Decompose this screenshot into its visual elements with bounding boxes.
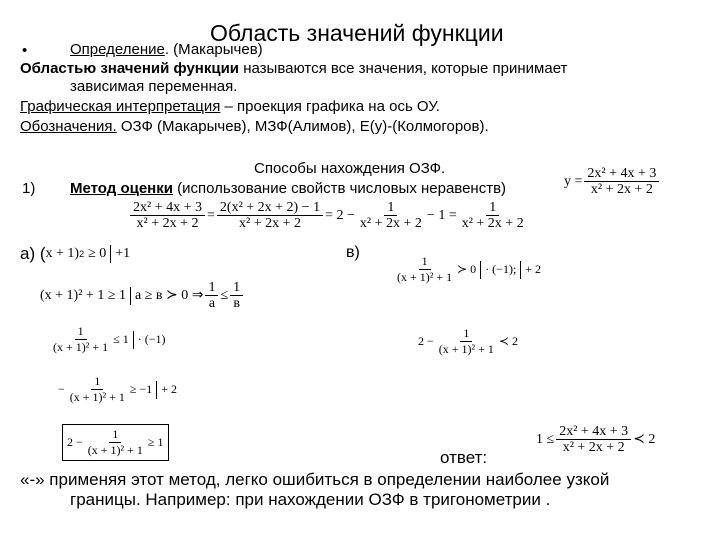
fraction-numerator: 2x² + 4x + 3 [556,424,631,440]
fraction-denominator: x² + 2x + 2 [359,216,422,231]
fraction-numerator: 2x² + 4x + 3 [584,166,659,182]
vertical-bar [156,381,157,399]
frac-reciprocal [67,374,128,405]
answer-formula [536,424,655,455]
case-a-plus1: +1 [115,246,131,261]
fraction-denominator: x² + 2x + 2 [562,440,625,455]
ge-neg1: ≥ −1 [129,382,153,396]
fraction-numerator: 1 [419,254,431,270]
y-equals: y = [564,173,583,189]
two-minus: 2 − [67,435,83,449]
transformation-formula [128,200,529,231]
case-a-result-box [62,424,169,461]
mult-neg1: · (−1) [137,332,166,346]
lt2: ≺ 2 [498,334,518,348]
minus-sign: − [58,382,65,396]
frac-reciprocal [50,324,111,355]
fraction-denominator: (x + 1)² + 1 [69,390,125,404]
fraction-numerator: 1 [384,200,397,216]
definition-label: Определение [70,41,165,58]
step2-expr: (x + 1)² + 1 ≥ 1 [40,287,126,303]
case-b-label: в) [346,244,360,261]
case-a-ge0: ≥ 0 [88,246,107,261]
fraction-denominator: x² + 2x + 2 [590,182,653,197]
case-a-expr: x + 1) [45,246,80,261]
fraction-denominator: (x + 1)² + 1 [438,342,494,356]
fraction-numerator: 1 [109,427,121,443]
method-description: (использование свойств числовых неравенств) [172,180,507,197]
fraction-denominator: x² + 2x + 2 [461,216,524,231]
ge1: ≥ 1 [147,435,164,449]
square-sup: 2 [79,249,85,259]
fraction-numerator: 1 [75,324,87,340]
plus2: + 2 [525,262,542,276]
fraction-numerator: 1 [230,280,243,296]
step2-rule: а ≥ в ≻ 0 ⇒ [135,288,204,303]
fraction-numerator: 1 [486,200,499,216]
method-line [70,180,506,197]
notation-label: Обозначения. [20,118,117,135]
vertical-bar [520,261,521,279]
fraction-denominator: x² + 2x + 2 [136,216,199,231]
definition-text [20,60,567,77]
gt0: ≻ 0 [457,262,477,276]
definition-body: называются все значения, которые принимает [239,60,568,77]
frac-step [217,200,323,231]
case-b-step2 [418,326,518,357]
mult-neg1: · (−1); [485,262,517,276]
fraction-denominator: а [208,296,216,311]
vertical-bar [133,331,134,349]
methods-heading: Способы нахождения ОЗФ. [254,160,446,177]
plus2: + 2 [161,382,178,396]
answer-left: 1 ≤ [536,431,555,447]
le-one: ≤ 1 [113,332,129,346]
frac-reciprocal [436,326,497,357]
frac-reciprocal [394,254,455,285]
notation-text: ОЗФ (Макарычев), МЗФ(Алимов), Е(у)-(Колмогоров). [116,118,489,135]
case-a-label: а) ( [20,244,46,263]
case-b-step1 [392,254,541,285]
fraction-numerator: 1 [460,326,472,342]
case-a-step4 [58,374,177,405]
vertical-bar [110,245,111,263]
frac-inverse-a [205,280,218,311]
fraction-denominator: x² + 2x + 2 [239,216,302,231]
frac-one [357,200,425,231]
fraction-denominator: в [233,296,240,311]
note-line-1: «-» применяя этот метод, легко ошибиться в определении наиболее узкой [20,470,610,489]
frac-original [130,200,205,231]
bullet: • [22,42,28,59]
case-a [20,244,130,264]
equals-two-minus: = 2 − [325,207,355,223]
fraction-denominator: (x + 1)² + 1 [53,340,109,354]
frac-reciprocal [85,427,146,458]
definition-term: Областью значений функции [20,60,240,77]
function-fraction [584,166,659,197]
function-formula [564,166,661,197]
page-title: Область значений функции [210,20,504,46]
vertical-bar [480,261,481,279]
note-line-2: границы. Например: при нахождении ОЗФ в тригонометрии . [70,490,551,509]
equals-sign: = [207,207,215,223]
graph-label: Графическая интерпретация [20,98,221,115]
frac-inverse-b [230,280,243,311]
fraction-denominator: (x + 1)² + 1 [87,443,143,457]
item-number: 1) [22,180,36,197]
minus-one: − 1 = [426,207,457,223]
case-a-step2 [40,280,245,311]
fraction-numerator: 2x² + 4x + 3 [130,200,205,216]
fraction-numerator: 2(x² + 2x + 2) − 1 [217,200,323,216]
definition-line-2: зависимая переменная. [70,78,238,95]
method-name: Метод оценки [70,180,173,197]
fraction-denominator: (x + 1)² + 1 [397,270,453,284]
answer-label: ответ: [440,448,488,467]
vertical-bar [130,287,131,305]
answer-fraction [556,424,631,455]
case-a-step3 [48,324,165,355]
frac-one-b [459,200,527,231]
answer-right: ≺ 2 [633,432,656,447]
definition-source: . (Макарычев) [164,41,263,58]
graph-text: – проекция графика на ось ОУ. [220,98,440,115]
notation-line [20,118,489,135]
two-minus: 2 − [418,334,434,348]
definition-line [70,41,263,58]
fraction-numerator: 1 [205,280,218,296]
graph-line [20,98,440,115]
le-sign: ≤ [220,287,229,303]
fraction-numerator: 1 [91,374,103,390]
